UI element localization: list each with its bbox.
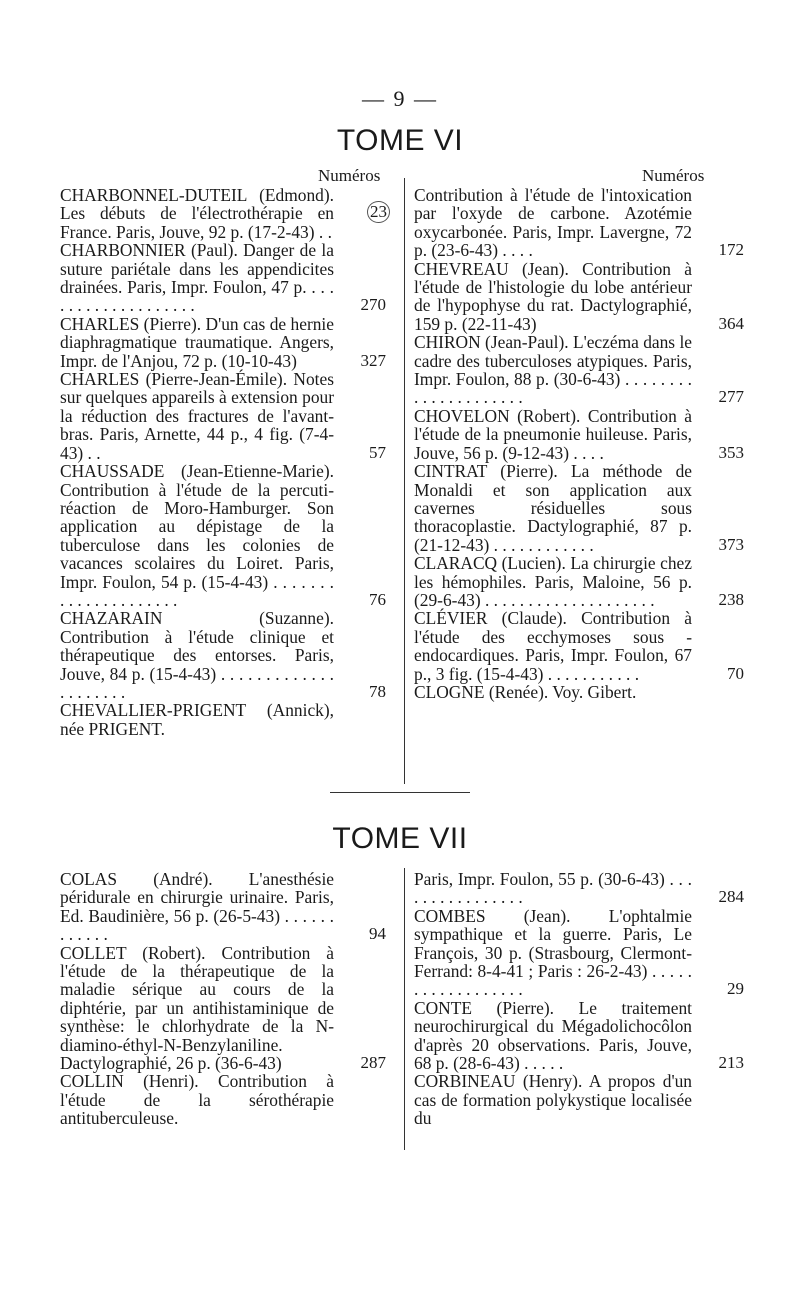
section-rule — [330, 792, 470, 793]
entry-text: CHARLES (Pierre-Jean-Émile). Notes sur quelques appareils à extension pour la réduction des fractures de l'avant-bras. Paris, Arnette, 44 p., 4 fig. (7-4-43) . . — [60, 369, 334, 463]
tome6-right-header: Numéros — [642, 166, 705, 185]
tome6-left-entry — [60, 609, 386, 701]
entry-text: CLARACQ (Lucien). La chirurgie chez les hémophiles. Paris, Maloine, 56 p. (29-6-43) . . . . . . . . . . . . . . . . . . . . — [414, 553, 692, 610]
tome6-right-entry — [414, 554, 744, 609]
tome7-right-entry — [414, 907, 744, 999]
entry-text: CHOVELON (Robert). Contribution à l'étude de la pneumonie huileuse. Paris, Jouve, 56 p. (9-12-43) . . . . — [414, 405, 692, 463]
entry-text: CHEVALLIER-PRIGENT (Annick), née PRIGENT. — [60, 700, 334, 739]
tome7-left-entry — [60, 1072, 386, 1127]
entry-text: COMBES (Jean). L'ophtalmie sympathique et la guerre. Paris, Le François, 30 p. (Strasbourg, Clermont-Ferrand: 8-4-41 ; Paris : 26-2-43) . . . . . . . . . . . . . . . . . . — [414, 905, 692, 1000]
entry-text: CLÉVIER (Claude). Contribution à l'étude des ecchymoses sous - endocardiques. Paris, Impr. Foulon, 67 p., 3 fig. (15-4-43) . . . . . . . . . . . — [414, 608, 692, 684]
entry-number: 373 — [718, 534, 744, 554]
entry-text: Paris, Impr. Foulon, 55 p. (30-6-43) . . . . . . . . . . . . . . . . — [414, 869, 692, 908]
entry-text: CINTRAT (Pierre). La méthode de Monaldi et son application aux cavernes résiduelles sous thoracoplastie. Dactylographié, 87 p. (21-12-43) . . . . . . . . . . . . — [414, 461, 692, 555]
entry-text: CHARBONNIER (Paul). Danger de la suture pariétale dans les appendicites drainées. Paris, Impr. Foulon, 47 p. . . . . . . . . . . . . . . . . . . . — [60, 240, 334, 316]
entry-number: 57 — [369, 442, 386, 462]
tome6-left-entry — [60, 315, 386, 370]
tome6-left-column — [60, 186, 386, 738]
entry-number: 238 — [718, 589, 744, 609]
entry-number: 76 — [369, 589, 386, 609]
tome6-left-entry — [60, 241, 386, 315]
entry-number: 284 — [718, 887, 744, 907]
tome6-title: TOME VI — [336, 124, 464, 157]
entry-number: 327 — [360, 350, 386, 370]
tome6-left-entry — [60, 186, 386, 241]
tome6-right-entry — [414, 407, 744, 462]
tome7-right-entry — [414, 1072, 744, 1127]
tome7-title: TOME VII — [332, 822, 468, 855]
entry-text: CHARLES (Pierre). D'un cas de hernie diaphragmatique traumatique. Angers, Impr. de l'Anjou, 72 p. (10-10-43) — [60, 313, 334, 371]
entry-number: 213 — [718, 1053, 744, 1073]
tome6-right-entry — [414, 186, 744, 260]
tome7-right-entry — [414, 999, 744, 1073]
tome6-right-column — [414, 186, 744, 701]
entry-text: CHARBONNEL-DUTEIL (Edmond). Les débuts de l'électrothérapie en France. Paris, Jouve, 92 p. (17-2-43) . . — [60, 185, 334, 242]
tome7-left-column — [60, 870, 386, 1128]
entry-text: CHAUSSADE (Jean-Etienne-Marie). Contribution à l'étude de la percuti-réaction de Moro-Hamburger. Son application au dépistage de la tuberculose dans les colonies de vacances scolaires du Loiret. Paris, Impr. Foulon, 54 p. (15-4-43) . . . . . . . . . . . . . . . . . . . . . — [60, 461, 334, 610]
entry-text: COLLIN (Henri). Contribution à l'étude de la sérothérapie antituberculeuse. — [60, 1071, 334, 1129]
tome6-left-header: Numéros — [318, 166, 381, 185]
entry-number: 364 — [718, 313, 744, 333]
tome6-right-entry — [414, 609, 744, 683]
entry-number: 23 — [367, 201, 390, 223]
entry-number: 94 — [369, 924, 386, 944]
entry-number: 70 — [727, 663, 744, 683]
tome6-divider — [404, 178, 405, 784]
tome7-divider — [404, 868, 405, 1150]
entry-number: 270 — [360, 295, 386, 315]
entry-text: CHAZARAIN (Suzanne). Contribution à l'étude clinique et thérapeutique des entorses. Paris, Jouve, 84 p. (15-4-43) . . . . . . . . . . . . . . . . . . . . . — [60, 608, 334, 702]
tome6-left-entry — [60, 370, 386, 462]
tome7-left-entry — [60, 870, 386, 944]
entry-text: Contribution à l'étude de l'intoxication par l'oxyde de carbone. Azotémie oxycarbonée. Paris, Impr. Lavergne, 72 p. (23-6-43) . . . . — [414, 185, 692, 261]
entry-text: CLOGNE (Renée). Voy. Gibert. — [414, 681, 637, 702]
entry-text: CHEVREAU (Jean). Contribution à l'étude de l'histologie du lobe antérieur de l'hypophyse du rat. Dactylographié, 159 p. (22-11-43) — [414, 258, 692, 334]
tome6-left-entry — [60, 462, 386, 609]
tome7-right-column — [414, 870, 744, 1128]
entry-text: COLLET (Robert). Contribution à l'étude de la thérapeutique de la maladie sérique au cours de la diphtérie, par un antihistaminique de synthèse: le chlorhydrate de la N-diamino-éthyl-N-Benzylaniline. Dactylographié, 26 p. (36-6-43) — [60, 942, 334, 1074]
entry-text: CONTE (Pierre). Le traitement neurochirurgical du Mégadolichocôlon d'après 20 observations. Paris, Jouve, 68 p. (28-6-43) . . . . . — [414, 997, 692, 1074]
tome6-right-entry — [414, 683, 744, 701]
page-number: — 9 — — [362, 86, 438, 111]
tome6-right-entry — [414, 260, 744, 334]
tome7-left-entry — [60, 944, 386, 1073]
tome7-right-entry — [414, 870, 744, 907]
entry-text: COLAS (André). L'anesthésie péridurale en chirurgie urinaire. Paris, Ed. Baudinière, 56 p. (26-5-43) . . . . . . . . . . . . — [60, 869, 334, 945]
entry-number: 172 — [718, 240, 744, 260]
entry-number: 78 — [369, 681, 386, 701]
entry-number: 29 — [727, 979, 744, 999]
tome6-left-entry — [60, 701, 386, 738]
entry-text: CORBINEAU (Henry). A propos d'un cas de formation polykystique localisée du — [414, 1071, 692, 1129]
entry-number: 287 — [360, 1053, 386, 1073]
tome6-right-entry — [414, 333, 744, 407]
entry-number: 353 — [718, 442, 744, 462]
tome6-right-entry — [414, 462, 744, 554]
entry-text: CHIRON (Jean-Paul). L'eczéma dans le cadre des tuberculoses atypiques. Paris, Impr. Foulon, 88 p. (30-6-43) . . . . . . . . . . . . . . . . . . . . . — [414, 332, 692, 408]
entry-number: 277 — [718, 387, 744, 407]
